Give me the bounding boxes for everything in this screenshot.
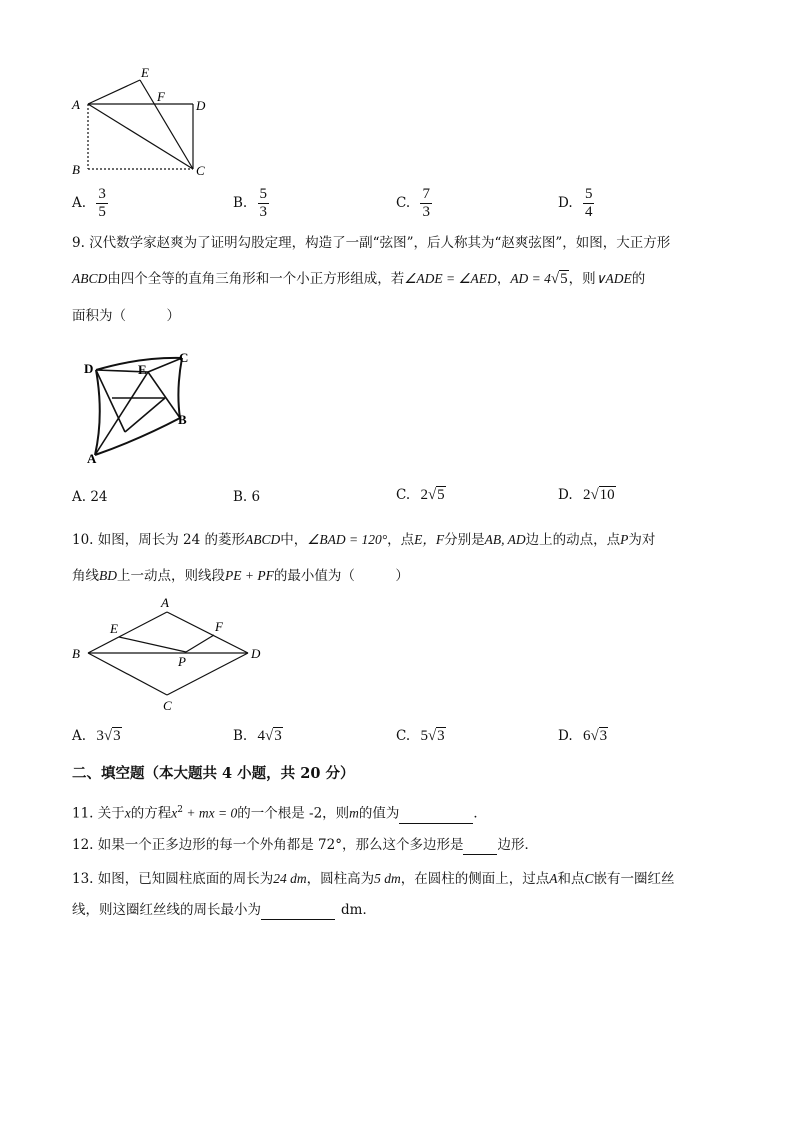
q13-line2: 线，则这圈红丝线的周长最小为 dm． xyxy=(72,902,376,918)
figure-q9 xyxy=(80,348,198,470)
q12-line: 12. 如果一个正多边形的每一个外角都是 72°，那么这个多边形是 边形． xyxy=(72,837,538,853)
q11-line: 11. 关于x的方程$x^2$ + mx = 0的一个根是 -2，则m的值为 ． xyxy=(72,805,487,822)
q10-option-c: C. 5√3 xyxy=(396,728,445,744)
label-E: E xyxy=(110,621,118,636)
q9-line3: 面积为（ ） xyxy=(72,308,180,324)
answer-blank[interactable] xyxy=(399,809,473,824)
fraction: $\frac{7}{3}$ xyxy=(422,186,430,220)
q9-option-c: C. 2√5 xyxy=(396,487,445,503)
label-B: B xyxy=(72,646,80,661)
q10-option-d: D. 6√3 xyxy=(558,728,608,744)
q10-line1: 10. 如图，周长为 24 的菱形ABCD中，∠BAD = 120°，点E，F分别是AB, AD边上的动点，点P为对 xyxy=(72,532,656,548)
label-E: E xyxy=(141,65,149,80)
fraction: $\frac{5}{3}$ xyxy=(259,186,268,220)
answer-blank[interactable] xyxy=(463,840,497,855)
q9-option-b: B. 6 xyxy=(233,489,261,505)
q10-option-b: B. 4√3 xyxy=(233,728,282,744)
label-D: D xyxy=(196,98,206,113)
label-C: C xyxy=(163,698,172,713)
label-A: A xyxy=(87,451,97,466)
label-B: B xyxy=(178,412,187,427)
q8-option-a: A. $\frac{3}{5}$ xyxy=(72,186,106,220)
q10-line2: 角线BD上一动点，则线段PE + PF的最小值为（ ） xyxy=(72,568,409,584)
q9-option-a: A. 24 xyxy=(72,489,108,505)
figure-q10 xyxy=(66,592,272,714)
label-C: C xyxy=(179,350,189,365)
label-F: F xyxy=(215,619,223,634)
q10-option-a: A. 3√3 xyxy=(72,728,121,744)
q8-option-c: C. $\frac{7}{3}$ xyxy=(396,186,430,220)
label-A: A xyxy=(161,595,169,610)
label-D: D xyxy=(251,646,261,661)
q9-line2: ABCD由四个全等的直角三角形和一个小正方形组成，若∠ADE = ∠AED，AD = 4√5，则∨ADE的 xyxy=(72,271,646,287)
q8-option-d: D. $\frac{5}{4}$ xyxy=(558,186,593,220)
label-P: P xyxy=(178,654,186,669)
label-A: A xyxy=(72,97,80,112)
q9-line1: 9. 汉代数学家赵爽为了证明勾股定理，构造了一副“弦图”，后人称其为“赵爽弦图”，如图，大正方形 xyxy=(72,235,671,251)
q9-option-d: D. 2√10 xyxy=(558,487,615,503)
q8-option-b: B. $\frac{5}{3}$ xyxy=(233,186,268,220)
section-heading: 二、填空题（本大题共 4 小题，共 20 分） xyxy=(72,765,355,782)
label-D: D xyxy=(84,361,94,376)
fraction: $\frac{5}{4}$ xyxy=(584,186,593,220)
label-F: F xyxy=(157,89,165,104)
answer-blank[interactable] xyxy=(261,905,335,920)
q13-line1: 13. 如图，已知圆柱底面的周长为24 dm，圆柱高为5 dm，在圆柱的侧面上，过点A和点C嵌有一圈红丝 xyxy=(72,871,675,887)
fraction: $\frac{3}{5}$ xyxy=(98,186,106,220)
figure-q8 xyxy=(60,62,220,182)
label-E: E xyxy=(138,362,147,377)
label-B: B xyxy=(72,162,80,177)
label-C: C xyxy=(196,163,205,178)
